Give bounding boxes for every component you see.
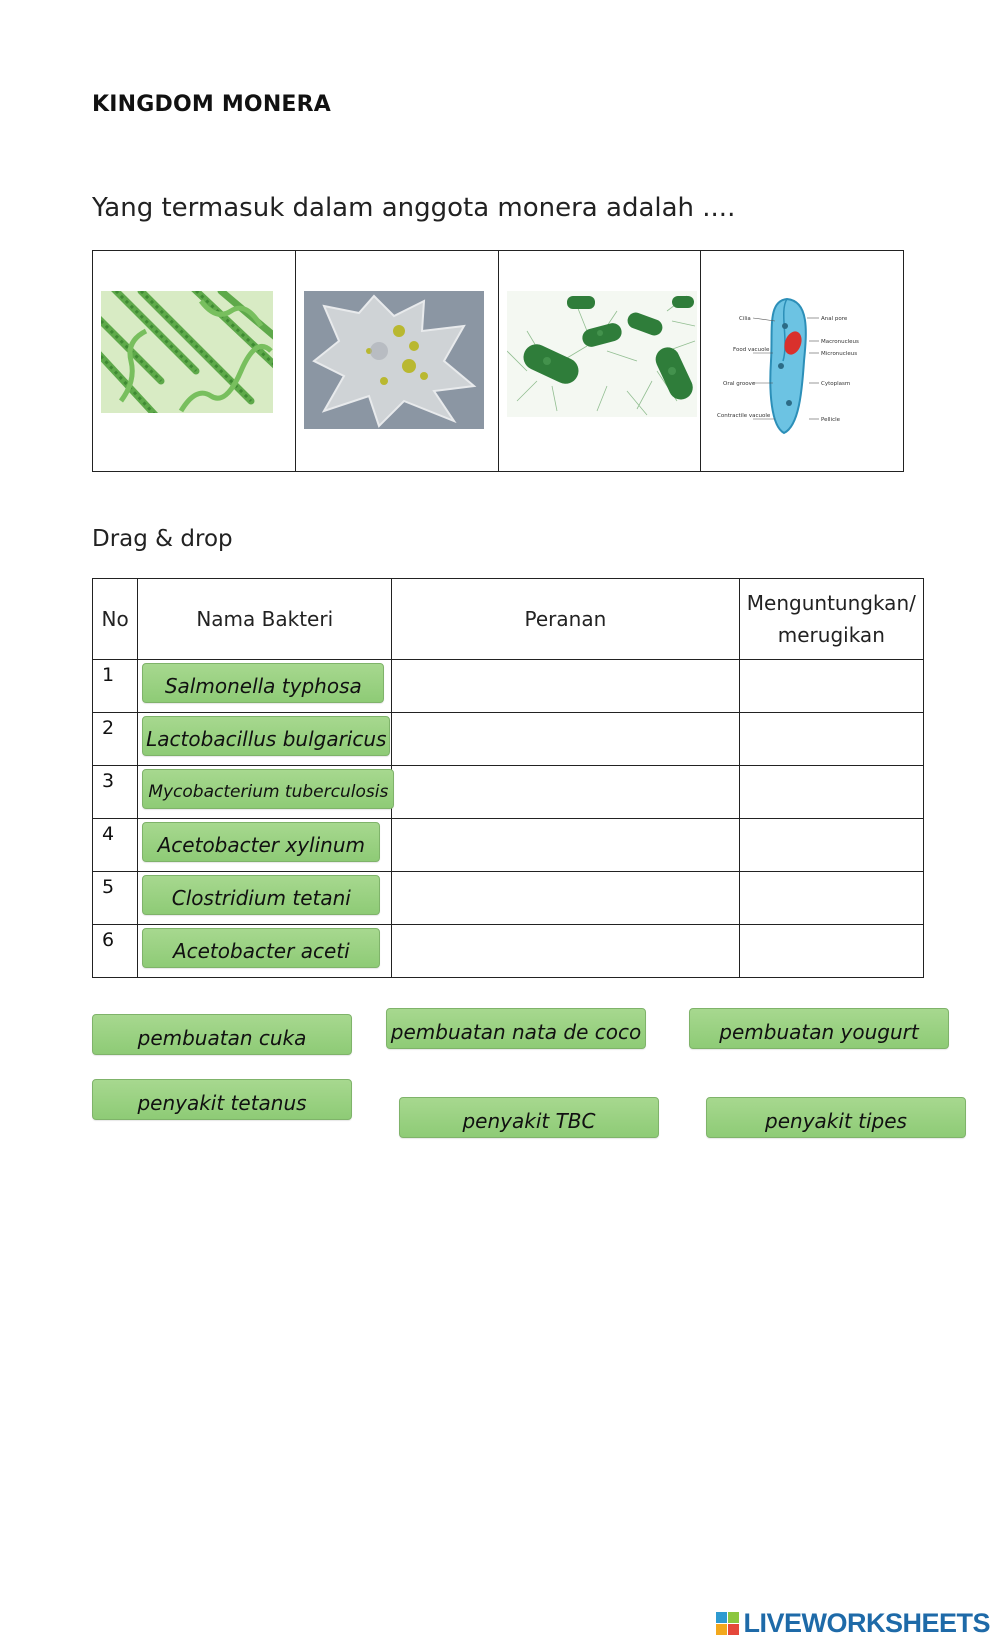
image-option-2[interactable] [295,251,498,472]
role-drop-zone[interactable] [392,660,740,713]
table-row [93,766,924,819]
header-role: Peranan [392,579,740,660]
answer-chip[interactable]: penyakit TBC [399,1097,659,1138]
role-drop-zone[interactable] [392,713,740,766]
header-name: Nama Bakteri [138,579,392,660]
row-number: 3 [93,766,138,819]
table-header-row [93,579,924,660]
table-row [93,925,924,978]
liveworksheets-logo [716,1608,990,1639]
name-cell [138,872,392,925]
header-no: No [93,579,138,660]
paramecium-label: Micronucleus [821,351,858,357]
name-cell [138,819,392,872]
effect-drop-zone[interactable] [739,660,923,713]
name-cell [138,713,392,766]
paramecium-diagram-image [709,291,879,441]
page-title: KINGDOM MONERA [92,92,332,117]
role-drop-zone[interactable] [392,819,740,872]
bacteria-name-chip[interactable]: Mycobacterium tuberculosis [142,769,394,809]
answer-chip[interactable]: pembuatan yougurt [689,1008,949,1049]
row-number: 1 [93,660,138,713]
name-cell [138,925,392,978]
amoeba-image [304,291,484,429]
role-drop-zone[interactable] [392,766,740,819]
paramecium-label: Pellicle [821,417,841,423]
name-cell [138,766,392,819]
paramecium-label: Macronucleus [821,339,860,345]
row-number: 4 [93,819,138,872]
paramecium-label: Food vacuole [733,347,770,353]
bacteria-name-chip[interactable]: Lactobacillus bulgaricus [142,716,390,756]
image-option-4[interactable] [701,251,904,472]
effect-drop-zone[interactable] [739,766,923,819]
image-option-3[interactable] [498,251,701,472]
row-number: 2 [93,713,138,766]
paramecium-label: Anal pore [821,316,848,322]
cyanobacteria-filaments-image [101,291,273,413]
bacteria-name-chip[interactable]: Salmonella typhosa [142,663,384,703]
effect-drop-zone[interactable] [739,713,923,766]
row-number: 6 [93,925,138,978]
header-effect: Menguntungkan/ merugikan [739,579,923,660]
role-drop-zone[interactable] [392,925,740,978]
effect-drop-zone[interactable] [739,925,923,978]
drag-drop-label: Drag & drop [92,526,233,552]
answer-chip[interactable]: pembuatan nata de coco [386,1008,646,1049]
table-row [93,872,924,925]
rod-bacteria-image [507,291,697,417]
row-number: 5 [93,872,138,925]
bacteria-name-chip[interactable]: Clostridium tetani [142,875,380,915]
bacteria-name-chip[interactable]: Acetobacter xylinum [142,822,380,862]
answer-chip[interactable]: penyakit tipes [706,1097,966,1138]
image-options-table [92,250,904,472]
table-row [93,819,924,872]
effect-drop-zone[interactable] [739,872,923,925]
name-cell [138,660,392,713]
paramecium-label: Cilia [739,316,752,322]
table-row [93,713,924,766]
bacteria-name-chip[interactable]: Acetobacter aceti [142,928,380,968]
paramecium-label: Cytoplasm [821,381,851,387]
answer-chip[interactable]: pembuatan cuka [92,1014,352,1055]
logo-blocks-icon [716,1612,739,1635]
paramecium-label: Contractile vacuole [717,413,771,419]
table-row [93,660,924,713]
bacteria-table [92,578,924,978]
image-option-1[interactable] [93,251,296,472]
footer-brand: LIVEWORKSHEETS [743,1608,990,1638]
question-text: Yang termasuk dalam anggota monera adalah .... [92,193,736,223]
paramecium-label: Oral groove [723,381,756,387]
answer-chip[interactable]: penyakit tetanus [92,1079,352,1120]
effect-drop-zone[interactable] [739,819,923,872]
role-drop-zone[interactable] [392,872,740,925]
